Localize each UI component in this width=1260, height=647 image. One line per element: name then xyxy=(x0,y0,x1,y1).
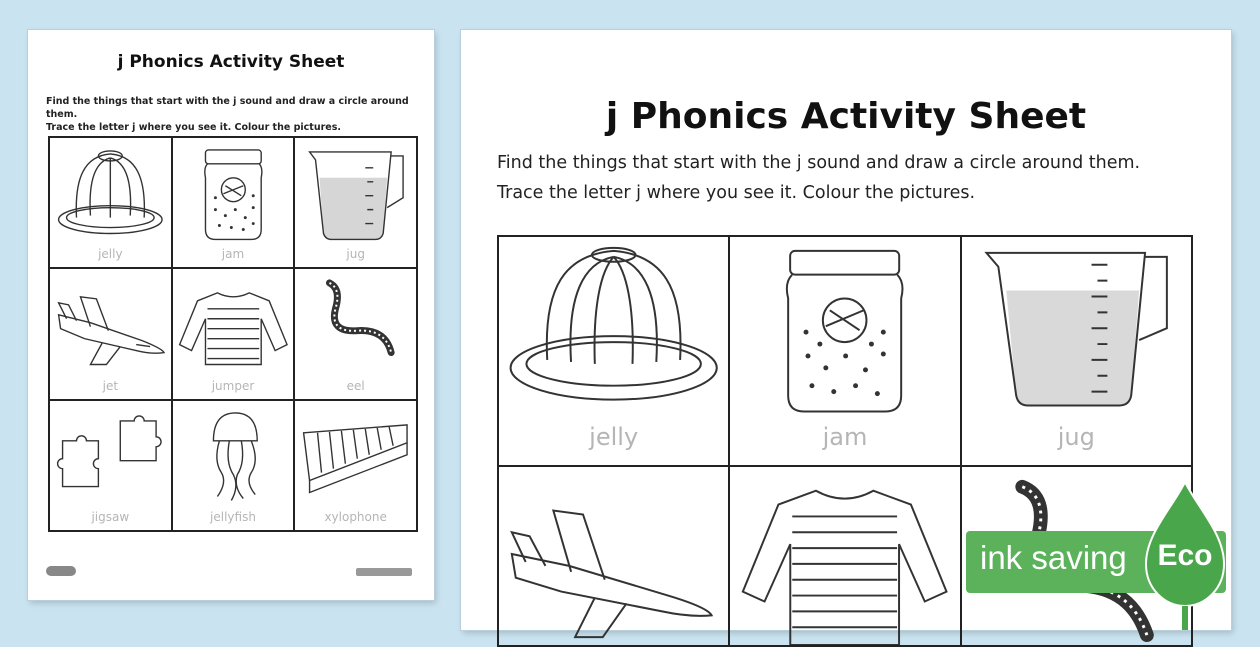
instruction-line-1: Find the things that start with the j sound and draw a circle around them. xyxy=(46,96,409,120)
cell-jet xyxy=(49,268,172,399)
cell-jumper xyxy=(729,466,960,646)
word-jigsaw: jigsaw xyxy=(91,509,130,524)
word-jumper: jumper xyxy=(211,378,255,393)
instruction-line-2: Trace the letter j where you see it. Colour the pictures. xyxy=(46,121,341,133)
word-xylophone: xylophone xyxy=(324,509,387,524)
instruction-line-1: Find the things that start with the j sound and draw a circle around them. xyxy=(497,153,1141,173)
cell-jelly xyxy=(498,236,729,466)
instructions xyxy=(497,148,1217,208)
brand-logo xyxy=(46,566,76,576)
word-eel: eel xyxy=(346,378,365,393)
page-title: j Phonics Activity Sheet xyxy=(605,96,1087,137)
cell-jumper xyxy=(172,268,295,399)
cell-jellyfish xyxy=(172,400,295,531)
picture-grid xyxy=(48,136,418,532)
word-jet: jet xyxy=(102,378,119,393)
cell-jigsaw xyxy=(49,400,172,531)
page-title: j Phonics Activity Sheet xyxy=(117,52,345,72)
cell-jug xyxy=(294,137,417,268)
cell-jam xyxy=(172,137,295,268)
instructions xyxy=(46,96,426,134)
worksheet-preview-small xyxy=(28,30,434,600)
jet-plane-icon xyxy=(499,467,728,645)
cell-jam xyxy=(729,236,960,466)
cell-jug xyxy=(961,236,1192,466)
cell-eel xyxy=(294,268,417,399)
word-jellyfish: jellyfish xyxy=(210,509,256,524)
ink-saving-label: ink saving xyxy=(980,539,1127,576)
word-jug: jug xyxy=(346,247,365,262)
cell-jelly xyxy=(49,137,172,268)
footer-code xyxy=(356,568,412,576)
word-jam: jam xyxy=(221,247,245,262)
word-jelly: jelly xyxy=(589,423,639,451)
word-jug: jug xyxy=(1057,423,1095,451)
instruction-line-2: Trace the letter j where you see it. Colour the pictures. xyxy=(497,183,976,203)
eco-label: Eco xyxy=(1157,539,1213,572)
jumper-icon xyxy=(730,467,959,645)
word-jelly: jelly xyxy=(98,247,123,262)
cell-jet xyxy=(498,466,729,646)
word-jam: jam xyxy=(822,423,868,451)
cell-xylophone xyxy=(294,400,417,531)
